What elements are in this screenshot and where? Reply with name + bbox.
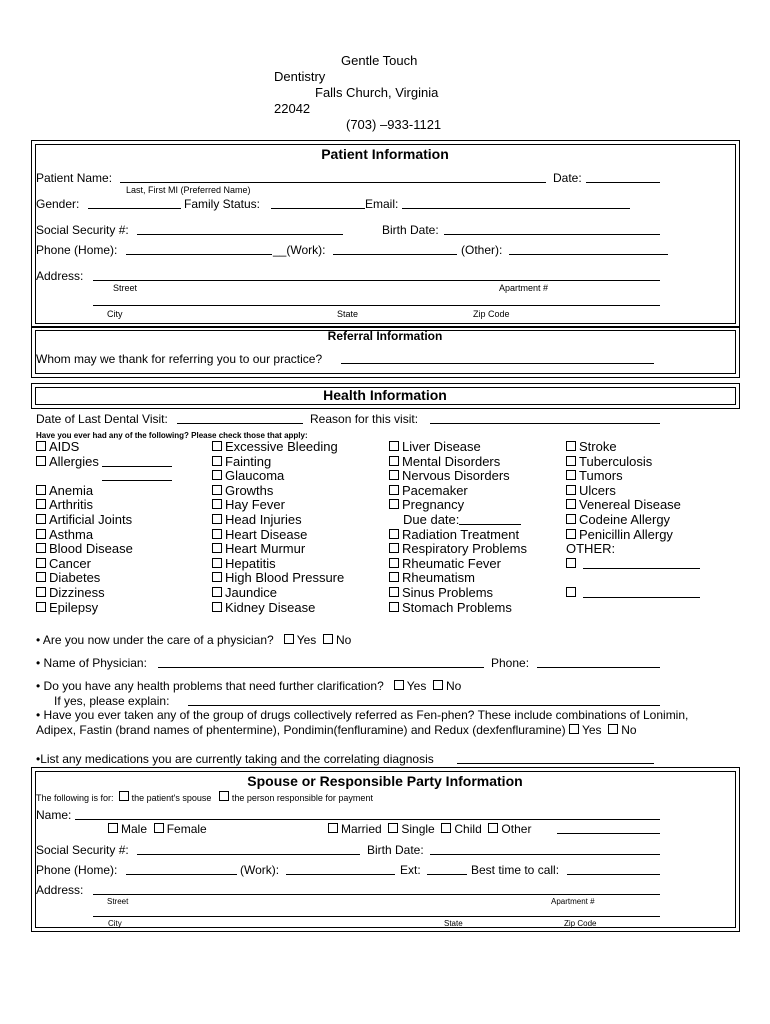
condition-item[interactable]: Nervous Disorders	[389, 469, 527, 484]
spouse-phone-home-field[interactable]	[126, 874, 237, 875]
spouse-city-sublabel: City	[108, 919, 122, 928]
condition-item[interactable]: High Blood Pressure	[212, 571, 344, 586]
checkbox-icon	[212, 514, 222, 524]
physician-phone-label: Phone:	[491, 656, 530, 670]
patient-section-title: Patient Information	[321, 146, 449, 162]
checkbox-icon[interactable]	[394, 680, 404, 690]
checkbox-icon	[212, 558, 222, 568]
condition-item[interactable]: Arthritis	[36, 498, 172, 513]
checkbox-icon[interactable]	[284, 634, 294, 644]
patient-name-sublabel: Last, First MI (Preferred Name)	[126, 185, 251, 195]
other-item-1[interactable]	[566, 557, 700, 572]
checkbox-icon	[36, 543, 46, 553]
checkbox-icon[interactable]	[108, 823, 118, 833]
referral-field[interactable]	[341, 363, 654, 364]
spouse-address-city-field[interactable]	[93, 916, 660, 917]
checkbox-icon	[566, 485, 576, 495]
spouse-zip-sublabel: Zip Code	[564, 919, 597, 928]
condition-item[interactable]: Growths	[212, 484, 344, 499]
reason-field[interactable]	[430, 423, 660, 424]
due-date-item[interactable]: Due date:	[389, 513, 527, 528]
checkbox-icon	[212, 470, 222, 480]
phone-home-field[interactable]	[126, 254, 272, 255]
checkbox-icon	[36, 456, 46, 466]
spouse-apartment-sublabel: Apartment #	[551, 897, 595, 906]
spouse-ext-label: Ext:	[400, 863, 421, 877]
street-sublabel: Street	[113, 283, 138, 293]
checkbox-icon[interactable]	[569, 724, 579, 734]
physician-question: • Are you now under the care of a physician? Yes No	[36, 633, 352, 647]
ssn-field[interactable]	[137, 234, 343, 235]
spouse-address-street-field[interactable]	[93, 894, 660, 895]
condition-item[interactable]: Blood Disease	[36, 542, 172, 557]
checkbox-icon	[389, 529, 399, 539]
checkbox-icon	[212, 529, 222, 539]
checkbox-icon[interactable]	[488, 823, 498, 833]
medications-label: •List any medications you are currently taking and the correlating diagnosis	[36, 752, 434, 766]
checkbox-icon	[566, 441, 576, 451]
checkbox-icon	[36, 514, 46, 524]
condition-item[interactable]: Codeine Allergy	[566, 513, 700, 528]
checkbox-icon	[389, 441, 399, 451]
conditions-col-1	[36, 440, 172, 615]
checkbox-icon	[566, 514, 576, 524]
checkbox-icon	[566, 529, 576, 539]
checkbox-icon	[566, 456, 576, 466]
explain-label: If yes, please explain:	[54, 694, 170, 708]
practice-phone: (703) –933-1121	[346, 117, 442, 132]
following-for-label: The following is for: the patient's spouse the person responsible for payment	[36, 793, 373, 803]
birth-date-field[interactable]	[444, 234, 660, 235]
checkbox-icon	[212, 543, 222, 553]
condition-item[interactable]: Sinus Problems	[389, 586, 527, 601]
condition-item[interactable]: Dizziness	[36, 586, 172, 601]
checkbox-icon[interactable]	[323, 634, 333, 644]
relationship-other-field[interactable]	[557, 833, 660, 834]
checkbox-icon	[389, 470, 399, 480]
checkbox-icon	[36, 485, 46, 495]
spouse-ssn-label: Social Security #:	[36, 843, 129, 857]
address-city-field[interactable]	[93, 305, 660, 306]
checkbox-icon	[212, 499, 222, 509]
best-time-label: Best time to call:	[471, 863, 560, 877]
checkbox-icon[interactable]	[119, 791, 129, 801]
other-item-2[interactable]	[566, 586, 700, 601]
condition-item[interactable]: Asthma	[36, 528, 172, 543]
checkbox-icon	[36, 499, 46, 509]
spouse-ext-field[interactable]	[427, 874, 467, 875]
city-sublabel: City	[107, 309, 123, 319]
checkbox-icon	[212, 456, 222, 466]
family-status-field[interactable]	[271, 208, 365, 209]
physician-name-field[interactable]	[158, 667, 484, 668]
checkbox-icon	[212, 572, 222, 582]
patient-name-field[interactable]	[120, 182, 546, 183]
fenphen-question-line2: Adipex, Fastin (brand names of phentermine), Pondimin(fenfluramine) and Redux (dexfenfluramine) Yes No	[36, 723, 637, 737]
condition-item-extra-line[interactable]	[36, 469, 172, 484]
condition-item[interactable]: Diabetes	[36, 571, 172, 586]
checkbox-icon	[36, 587, 46, 597]
gender-options: Male Female	[108, 822, 207, 836]
checkbox-icon	[36, 558, 46, 568]
condition-item[interactable]: Hepatitis	[212, 557, 344, 572]
practice-city: Falls Church, Virginia	[315, 85, 439, 100]
gender-label: Gender:	[36, 197, 80, 211]
checkbox-icon	[36, 529, 46, 539]
practice-name: Gentle Touch	[341, 53, 418, 68]
address-street-field[interactable]	[93, 280, 660, 281]
date-field[interactable]	[586, 182, 660, 183]
condition-item[interactable]: Heart Murmur	[212, 542, 344, 557]
checkbox-icon	[36, 602, 46, 612]
health-problems-question: • Do you have any health problems that need further clarification? Yes No	[36, 679, 462, 693]
practice-name-line2: Dentistry	[274, 69, 326, 84]
conditions-col-3	[389, 440, 527, 615]
conditions-col-4	[566, 440, 700, 601]
checkbox-icon[interactable]	[328, 823, 338, 833]
checkbox-icon[interactable]	[154, 823, 164, 833]
checkbox-icon	[389, 558, 399, 568]
checkbox-icon[interactable]	[608, 724, 618, 734]
zip-sublabel: Zip Code	[473, 309, 510, 319]
condition-item[interactable]: Artificial Joints	[36, 513, 172, 528]
spouse-name-field[interactable]	[75, 819, 660, 820]
patient-name-label: Patient Name:	[36, 171, 113, 185]
checkbox-icon[interactable]	[388, 823, 398, 833]
checkbox-icon	[566, 558, 576, 568]
checkbox-icon	[36, 441, 46, 451]
last-visit-field[interactable]	[177, 423, 303, 424]
condition-item[interactable]: Rheumatism	[389, 571, 527, 586]
checkbox-icon	[212, 441, 222, 451]
condition-item[interactable]: Epilepsy	[36, 601, 172, 616]
checkbox-icon	[389, 602, 399, 612]
spouse-address-label: Address:	[36, 883, 84, 897]
medications-field[interactable]	[457, 763, 654, 764]
birth-date-label: Birth Date:	[382, 223, 439, 237]
email-field[interactable]	[402, 208, 630, 209]
condition-item[interactable]: Cancer	[36, 557, 172, 572]
checkbox-icon	[566, 587, 576, 597]
practice-zip: 22042	[274, 101, 311, 116]
condition-item[interactable]: Respiratory Problems	[389, 542, 527, 557]
condition-item[interactable]: Rheumatic Fever	[389, 557, 527, 572]
state-sublabel: State	[337, 309, 359, 319]
ssn-label: Social Security #:	[36, 223, 129, 237]
condition-item[interactable]: Heart Disease	[212, 528, 344, 543]
checkbox-icon[interactable]	[441, 823, 451, 833]
condition-item[interactable]: Head Injuries	[212, 513, 344, 528]
condition-item[interactable]: Ulcers	[566, 484, 700, 499]
health-section-title: Health Information	[323, 387, 447, 403]
best-time-field[interactable]	[567, 874, 660, 875]
condition-item[interactable]: Stomach Problems	[389, 601, 527, 616]
condition-item[interactable]: Glaucoma	[212, 469, 344, 484]
condition-item[interactable]: Hay Fever	[212, 498, 344, 513]
phone-other-field[interactable]	[509, 254, 668, 255]
checkbox-icon	[389, 456, 399, 466]
physician-name-label: • Name of Physician:	[36, 656, 147, 670]
spouse-ssn-field[interactable]	[137, 854, 360, 855]
condition-item[interactable]: Stroke	[566, 440, 700, 455]
referral-question: Whom may we thank for referring you to our practice?	[36, 352, 323, 366]
physician-phone-field[interactable]	[537, 667, 660, 668]
spouse-state-sublabel: State	[444, 919, 463, 928]
date-label: Date:	[553, 171, 582, 185]
phone-work-label: __(Work):	[273, 243, 326, 257]
condition-item[interactable]: Penicillin Allergy	[566, 528, 700, 543]
checkbox-icon	[212, 587, 222, 597]
checkbox-icon	[389, 499, 399, 509]
checkbox-icon[interactable]	[433, 680, 443, 690]
condition-item[interactable]: Liver Disease	[389, 440, 527, 455]
phone-work-field[interactable]	[333, 254, 457, 255]
spouse-birth-label: Birth Date:	[367, 843, 424, 857]
condition-item[interactable]: Kidney Disease	[212, 601, 344, 616]
condition-item[interactable]: Fainting	[212, 455, 344, 470]
condition-item[interactable]: Allergies	[36, 455, 172, 470]
last-visit-label: Date of Last Dental Visit:	[36, 412, 168, 426]
checkbox-icon	[36, 572, 46, 582]
condition-item[interactable]: Tumors	[566, 469, 700, 484]
reason-label: Reason for this visit:	[310, 412, 419, 426]
checkbox-icon	[389, 572, 399, 582]
condition-item[interactable]: Mental Disorders	[389, 455, 527, 470]
condition-item[interactable]: Venereal Disease	[566, 498, 700, 513]
spouse-phone-home-label: Phone (Home):	[36, 863, 118, 877]
condition-item[interactable]: Radiation Treatment	[389, 528, 527, 543]
condition-item[interactable]: Pregnancy	[389, 498, 527, 513]
spouse-work-label: (Work):	[240, 863, 280, 877]
checkbox-icon	[389, 485, 399, 495]
email-label: Email:	[365, 197, 399, 211]
condition-item[interactable]: Pacemaker	[389, 484, 527, 499]
checkbox-icon[interactable]	[219, 791, 229, 801]
apartment-sublabel: Apartment #	[499, 283, 549, 293]
condition-item[interactable]: Tuberculosis	[566, 455, 700, 470]
phone-home-label: Phone (Home):	[36, 243, 118, 257]
fenphen-question-line1: • Have you ever taken any of the group of drugs collectively referred as Fen-phen? These include combinations of Lonimin,	[36, 708, 689, 722]
referral-section-title: Referral Information	[327, 329, 443, 343]
spouse-work-field[interactable]	[286, 874, 395, 875]
relationship-options: Married Single Child Other	[328, 822, 531, 836]
conditions-instruction: Have you ever had any of the following? Please check those that apply:	[36, 431, 308, 440]
spouse-name-label: Name:	[36, 808, 72, 822]
condition-item[interactable]: Jaundice	[212, 586, 344, 601]
phone-other-label: (Other):	[461, 243, 503, 257]
condition-item[interactable]: AIDS	[36, 440, 172, 455]
spouse-birth-field[interactable]	[430, 854, 660, 855]
spouse-street-sublabel: Street	[107, 897, 129, 906]
checkbox-icon	[566, 499, 576, 509]
address-label: Address:	[36, 269, 84, 283]
checkbox-icon	[389, 543, 399, 553]
checkbox-icon	[212, 602, 222, 612]
condition-item[interactable]: Anemia	[36, 484, 172, 499]
condition-item[interactable]: Excessive Bleeding	[212, 440, 344, 455]
checkbox-icon	[566, 470, 576, 480]
family-status-label: Family Status:	[184, 197, 261, 211]
gender-field[interactable]	[88, 208, 181, 209]
spouse-section-title: Spouse or Responsible Party Information	[247, 773, 523, 789]
explain-field[interactable]	[188, 705, 660, 706]
other-label: OTHER:	[566, 541, 616, 557]
checkbox-icon	[212, 485, 222, 495]
checkbox-icon	[389, 587, 399, 597]
conditions-col-2	[212, 440, 344, 615]
